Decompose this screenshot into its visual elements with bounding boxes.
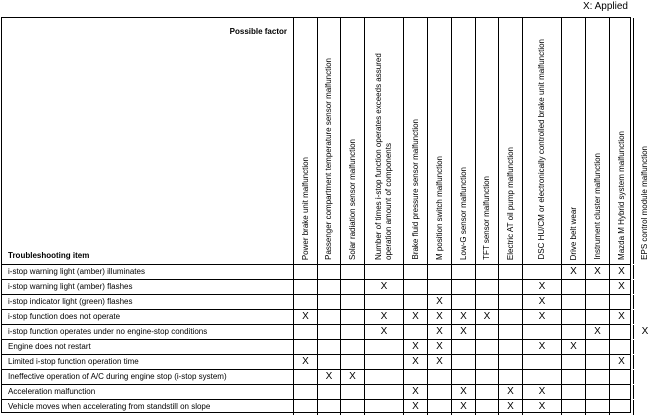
table-cell: [452, 370, 476, 384]
table-cell: [452, 295, 476, 309]
table-cell: [318, 310, 341, 324]
column-header-label: EPS control module malfunction: [640, 146, 649, 260]
table-cell: [634, 385, 656, 399]
row-label: Engine does not restart: [2, 340, 294, 354]
column-header-label: Electric AT oil pump malfunction: [505, 146, 515, 260]
row-label: i-stop warning light (amber) flashes: [2, 280, 294, 294]
table-cell: [428, 280, 452, 294]
table-cell: [499, 340, 523, 354]
table-cell: [476, 400, 499, 415]
table-cell: [586, 385, 610, 399]
table-cell: [476, 265, 499, 279]
table-cell: [586, 310, 610, 324]
table-cell: [476, 280, 499, 294]
table-cell: [562, 325, 586, 339]
table-cell: [428, 265, 452, 279]
troubleshooting-table: [1, 17, 649, 413]
table-cell: [341, 265, 365, 279]
column-header-label: M position switch malfunction: [434, 155, 444, 260]
table-cell: [341, 355, 365, 369]
column-header-label: Low-G sensor malfunction: [458, 167, 468, 260]
applied-mark: X: [523, 295, 562, 309]
column-header: [365, 18, 404, 264]
table-cell: [499, 355, 523, 369]
table-cell: [562, 355, 586, 369]
table-cell: [341, 340, 365, 354]
applied-mark: X: [523, 280, 562, 294]
applied-mark: X: [562, 265, 586, 279]
table-cell: [318, 385, 341, 399]
row-label: i-stop function does not operate: [2, 310, 294, 324]
column-header-label: Passenger compartment temperature sensor malfunction: [324, 58, 333, 260]
table-cell: [365, 385, 404, 399]
table-cell: [499, 280, 523, 294]
applied-mark: X: [562, 340, 586, 354]
table-cell: [428, 370, 452, 384]
table-cell: [634, 400, 656, 415]
table-cell: [634, 265, 656, 279]
column-header-label: Instrument cluster malfunction: [592, 153, 602, 260]
applied-mark: X: [452, 385, 476, 399]
table-cell: [404, 280, 428, 294]
table-cell: [476, 340, 499, 354]
table-cell: [586, 340, 610, 354]
table-cell: [586, 355, 610, 369]
table-cell: [452, 355, 476, 369]
row-label: Ineffective operation of A/C during engine stop (i-stop system): [2, 370, 294, 384]
applied-mark: X: [452, 310, 476, 324]
table-cell: [634, 370, 656, 384]
table-cell: [404, 325, 428, 339]
table-cell: [341, 295, 365, 309]
table-cell: [341, 385, 365, 399]
applied-mark: X: [294, 310, 318, 324]
applied-mark: X: [365, 325, 404, 339]
table-cell: [562, 310, 586, 324]
table-cell: [428, 385, 452, 399]
applied-mark: X: [365, 280, 404, 294]
table-row: [2, 385, 630, 400]
column-header: [499, 18, 523, 264]
table-row: [2, 355, 630, 370]
column-header: [428, 18, 452, 264]
table-cell: [610, 370, 634, 384]
table-cell: [341, 400, 365, 415]
table-cell: [610, 385, 634, 399]
table-cell: [318, 295, 341, 309]
table-cell: [341, 310, 365, 324]
table-cell: [294, 385, 318, 399]
table-cell: [499, 370, 523, 384]
possible-factor-heading: Possible factor: [229, 27, 287, 36]
column-header: [404, 18, 428, 264]
column-header: [523, 18, 562, 264]
applied-mark: X: [428, 355, 452, 369]
column-header-label: Brake fluid pressure sensor malfunction: [410, 119, 420, 260]
applied-mark: X: [586, 325, 610, 339]
row-label: i-stop warning light (amber) illuminates: [2, 265, 294, 279]
table-cell: [294, 325, 318, 339]
applied-mark: X: [523, 340, 562, 354]
table-cell: [476, 385, 499, 399]
row-label: i-stop function operates under no engine-stop conditions: [2, 325, 294, 339]
applied-mark: X: [610, 310, 634, 324]
table-cell: [365, 295, 404, 309]
table-row: [2, 370, 630, 385]
applied-mark: X: [428, 310, 452, 324]
applied-mark: X: [428, 340, 452, 354]
applied-mark: X: [610, 355, 634, 369]
table-cell: [404, 370, 428, 384]
table-cell: [476, 295, 499, 309]
table-cell: [294, 295, 318, 309]
applied-mark: X: [428, 325, 452, 339]
column-header-label: Drive belt wear: [568, 206, 578, 260]
column-header-label: DSC HU/CM or electronically controlled brake unit malfunction: [537, 39, 546, 260]
table-cell: [476, 355, 499, 369]
table-cell: [294, 400, 318, 415]
applied-mark: X: [452, 325, 476, 339]
table-row: [2, 280, 630, 295]
table-cell: [452, 280, 476, 294]
column-header: [341, 18, 365, 264]
table-cell: [318, 355, 341, 369]
table-cell: [294, 340, 318, 354]
table-cell: [428, 400, 452, 415]
legend: X: Applied: [582, 1, 628, 12]
column-header: [562, 18, 586, 264]
applied-mark: X: [641, 326, 649, 337]
table-cell: [499, 310, 523, 324]
table-row: [2, 265, 630, 280]
table-row: [2, 295, 630, 310]
table-cell: [523, 265, 562, 279]
table-cell: [499, 325, 523, 339]
column-header: [294, 18, 318, 264]
table-cell: [562, 370, 586, 384]
column-header-label: Solar radiation sensor malfunction: [347, 139, 357, 260]
applied-mark: X: [341, 370, 365, 384]
table-cell: [452, 340, 476, 354]
table-cell: [341, 280, 365, 294]
column-header: [610, 18, 634, 264]
column-header-label: Power brake unit malfunction: [300, 156, 310, 260]
table-cell: [341, 325, 365, 339]
table-cell: [610, 325, 634, 339]
table-cell: [318, 325, 341, 339]
table-cell: [365, 355, 404, 369]
applied-mark: X: [452, 400, 476, 415]
table-cell: [634, 295, 656, 309]
column-header: [586, 18, 610, 264]
header-corner: [2, 18, 294, 264]
applied-mark: X: [476, 310, 499, 324]
column-header-label: TFT sensor malfunction: [482, 176, 491, 260]
column-header: [452, 18, 476, 264]
table-row: [2, 325, 649, 340]
applied-mark: X: [404, 400, 428, 415]
applied-mark: X: [499, 400, 523, 415]
table-cell: [523, 370, 562, 384]
applied-mark: X: [428, 295, 452, 309]
table-cell: [404, 265, 428, 279]
row-label: Vehicle moves when accelerating from standstill on slope: [2, 400, 294, 415]
column-header: [476, 18, 499, 264]
column-header-label: Number of times i-stop function operates exceeds assured operation amount of components: [374, 53, 393, 260]
table-header: [2, 18, 649, 265]
table-cell: [586, 400, 610, 415]
table-cell: [365, 370, 404, 384]
applied-mark: X: [523, 385, 562, 399]
applied-mark: X: [365, 310, 404, 324]
table-cell: [562, 295, 586, 309]
table-cell: [499, 295, 523, 309]
table-cell: [294, 280, 318, 294]
applied-mark: X: [586, 265, 610, 279]
table-cell: [318, 400, 341, 415]
applied-mark: X: [404, 340, 428, 354]
table-cell: [562, 400, 586, 415]
table-cell: [586, 295, 610, 309]
row-label: i-stop indicator light (green) flashes: [2, 295, 294, 309]
table-cell: [365, 340, 404, 354]
table-cell: [586, 280, 610, 294]
table-cell: [634, 280, 656, 294]
applied-mark: X: [523, 400, 562, 415]
table-cell: [586, 370, 610, 384]
table-cell: [365, 265, 404, 279]
table-row: [2, 310, 630, 325]
applied-mark: X: [523, 310, 562, 324]
table-cell: [452, 265, 476, 279]
table-cell: [634, 355, 656, 369]
table-cell: [523, 355, 562, 369]
column-header: [318, 18, 341, 264]
applied-mark: X: [499, 385, 523, 399]
table-cell: [562, 385, 586, 399]
table-cell: [634, 310, 656, 324]
applied-mark: X: [610, 265, 634, 279]
column-header-label: Mazda M Hybrid system malfunction: [616, 131, 626, 260]
table-row: [2, 400, 630, 415]
table-cell: [318, 280, 341, 294]
row-label: Acceleration malfunction: [2, 385, 294, 399]
table-cell: [476, 325, 499, 339]
applied-mark: X: [404, 355, 428, 369]
troubleshooting-item-heading: Troubleshooting item: [8, 251, 90, 260]
table-cell: [365, 400, 404, 415]
table-cell: [294, 370, 318, 384]
row-label: Limited i-stop function operation time: [2, 355, 294, 369]
table-cell: [404, 295, 428, 309]
table-cell: [610, 340, 634, 354]
table-cell: [610, 400, 634, 415]
table-cell: [476, 370, 499, 384]
applied-mark: X: [404, 310, 428, 324]
applied-mark: X: [294, 355, 318, 369]
table-cell: [499, 265, 523, 279]
table-cell: [318, 340, 341, 354]
table-cell: [562, 280, 586, 294]
table-cell: [610, 295, 634, 309]
table-cell: [523, 325, 562, 339]
table-cell: [634, 340, 656, 354]
column-header: [634, 18, 656, 264]
table-row: [2, 340, 630, 355]
applied-mark: X: [610, 280, 634, 294]
applied-mark: X: [318, 370, 341, 384]
table-cell: [318, 265, 341, 279]
table-cell: [294, 265, 318, 279]
applied-mark: X: [404, 385, 428, 399]
